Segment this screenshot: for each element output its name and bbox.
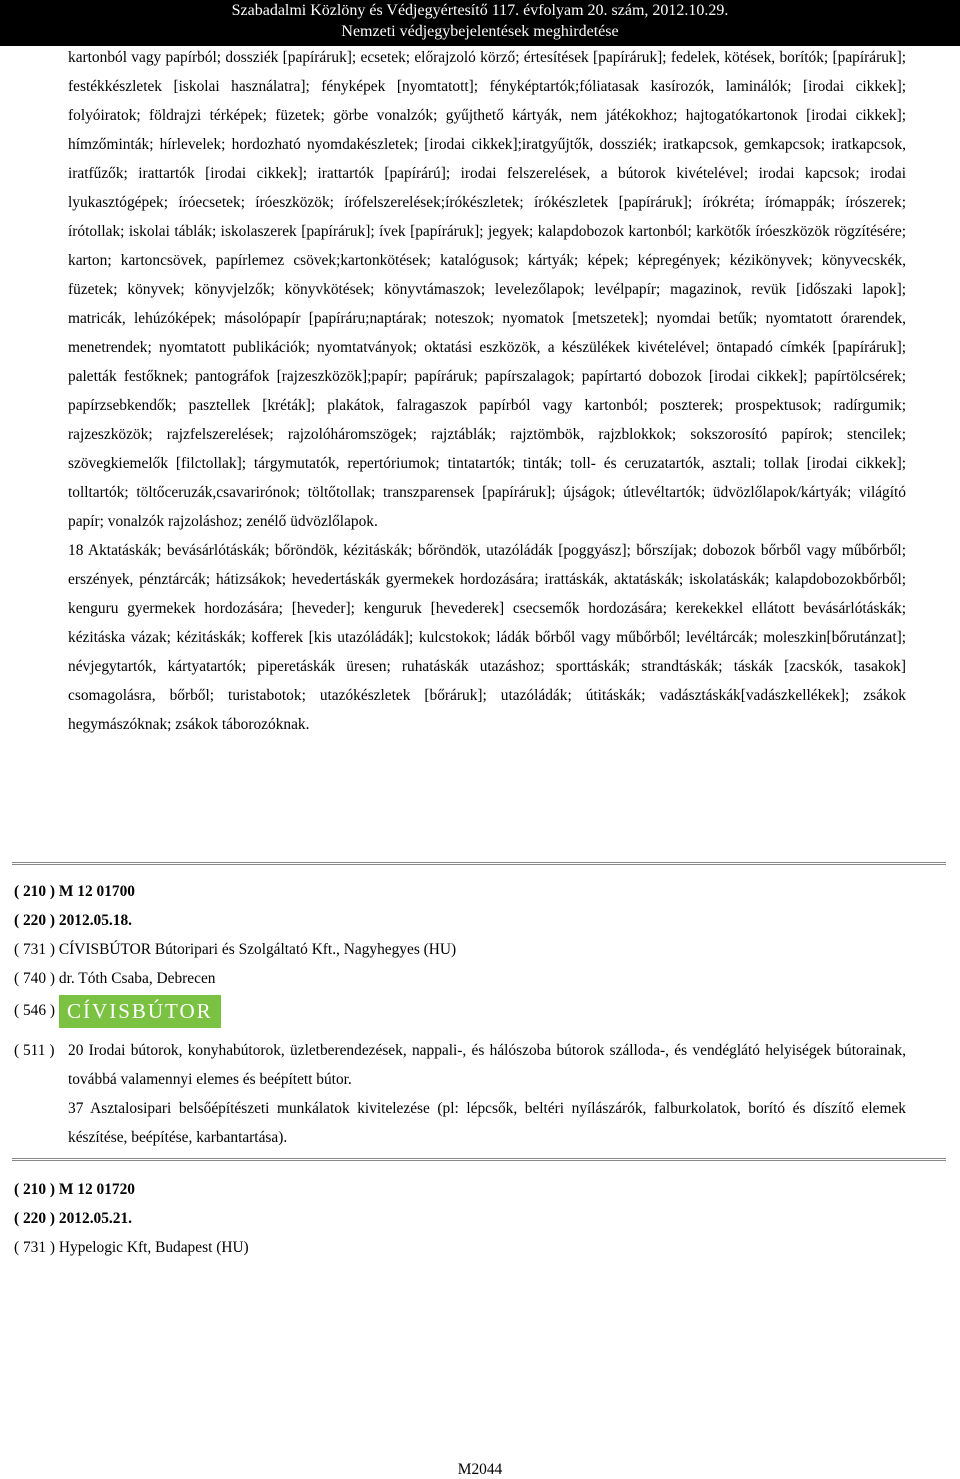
applicant-field [14, 935, 914, 964]
representative-field [14, 964, 914, 993]
application-number: M 12 01720 [58, 1181, 135, 1198]
civisbutor-logo: CÍVISBÚTOR [59, 995, 221, 1028]
field-code: ( 731 ) [14, 1239, 56, 1256]
class-18-goods: 18 Aktatáskák; bevásárlótáskák; bőröndök, kézitáskák; bőröndök, utazóládák [poggyász]; bőrszíjak; dobozok bőrből vagy műbőrből; erszények, pénztárcák; hátizsákok; hevedertáskák gyermekek hordozására; irattáskák, aktatáskák; iskolatáskák; kalapdobozokbőrből; kenguru gyermekek hordozására; [heveder]; kenguruk [hevederek] csecsemők hordozására; kerekekkel ellátott bevásárlótáskák; kézitáska vázak; kézitáskák; kofferek [kis utazóládák]; kulcstokok; ládák bőrből vagy műbőrből; levéltárcák; moleszkin[bőrutánzat]; névjegytartók, kártyatartók; piperetáskák üresen; ruhatáskák utazáshoz; sporttáskák; strandtáskák; táskák [zacskók, tasakok] csomagolásra, bőrből; turistabotok; utazókészletek [bőráruk]; utazóládák; útitáskák; vadásztáskák[vadászkellékek]; zsákok hegymászóknak; zsákok táborozóknak. [68, 542, 906, 733]
field-code: ( 740 ) [14, 970, 56, 987]
page-number: M2044 [457, 1461, 503, 1478]
application-number-field [14, 877, 914, 906]
mark-image-field [14, 993, 914, 1029]
trademark-record [14, 1175, 914, 1262]
field-code: ( 210 ) [14, 883, 56, 900]
filing-date-field [14, 906, 914, 935]
class-20-goods: 20 Irodai bútorok, konyhabútorok, üzletberendezések, nappali-, és hálószoba bútorok szálloda-, és vendéglátó helyiségek bútorainak, továbbá valamennyi elemes és beépített bútor. [68, 1042, 906, 1088]
application-number: M 12 01700 [58, 883, 135, 900]
applicant-field [14, 1233, 914, 1262]
section-title: Nemzeti védjegybejelentések meghirdetése [341, 23, 619, 40]
section-divider [12, 1158, 946, 1161]
class-list [68, 1036, 906, 1152]
journal-title: Szabadalmi Közlöny és Védjegyértesítő 117. évfolyam 20. szám, 2012.10.29. [231, 2, 729, 19]
class-37-services: 37 Asztalosipari belsőépítészeti munkálatok kivitelezése (pl: lépcsők, beltéri nyílászárók, falburkolatok, borító és díszítő elemek készítése, beépítése, karbantartása). [68, 1100, 906, 1146]
page-header [0, 0, 960, 46]
field-code: ( 220 ) [14, 1210, 56, 1227]
section-divider [12, 862, 946, 865]
field-code: ( 210 ) [14, 1181, 56, 1198]
filing-date-field [14, 1204, 914, 1233]
field-code: ( 511 ) [14, 1042, 55, 1059]
filing-date: 2012.05.18. [58, 912, 133, 929]
representative: dr. Tóth Csaba, Debrecen [58, 970, 216, 987]
applicant: CÍVISBÚTOR Bútoripari és Szolgáltató Kft., Nagyhegyes (HU) [58, 941, 457, 958]
class-16-goods: kartonból vagy papírból; dossziék [papíráruk]; ecsetek; előrajzoló körző; értesítések [papíráruk]; fedelek, kötések, borítók; [papíráruk]; festékkészletek [iskolai használatra]; fényképek [nyomtatott]; fényképtartók;fóliatasak kasírozók, laminálók; [irodai cikkek]; folyóiratok; földrajzi térképek; füzetek; görbe vonalzók; gyűjthető kártyák, nem játékokhoz; hajtogatókartonok [irodai cikkek]; hímzőminták; hírlevelek; hordozható nyomdakészletek; [irodai cikkek];iratgyűjtők, dossziék; iratkapcsok, gemkapcsok; iratkapcsok, iratfűzők; irattartók [irodai cikkek]; irattartók [papírárú]; irodai felszerelések, a bútorok kivételével; irodai kapcsok; irodai lyukasztógépek; íróecsetek; íróeszközök; írófelszerelések;írókészletek; írókészletek [papíráruk]; írókréta; írómappák; írószerek; írótollak; iskolai táblák; iskolaszerek [papíráruk]; ívek [papíráruk]; jegyek; kalapdobozok kartonból; karkötők íróeszközök rögzítésére; karton; kartoncsövek, papírlemez csövek;kartonkötések; katalógusok; kártyák; képek; képregények; kézikönyvek; könyvecskék, füzetek; könyvek; könyvjelzők; könyvkötések; könyvtámaszok; levelezőlapok; levélpapír; magazinok, revük [időszaki lapok]; matricák, lehúzóképek; másolópapír [papíráru;naptárak; noteszok; nyomatok [metszetek]; nyomdai betűk; nyomtatott órarendek, menetrendek; nyomtatott publikációk; nyomtatványok; oktatási eszközök, a készülékek kivételével; öntapadó címkék [papíráruk]; paletták festőknek; pantográfok [rajzeszközök];papír; papíráruk; papírszalagok; papírtartó dobozok [irodai cikkek]; papírtölcsérek; papírzsebkendők; pasztellek [kréták]; plakátok, falragaszok papírból vagy kartonból; poszterek; prospektusok; radírgumik; rajzeszközök; rajzfelszerelések; rajzolóháromszögek; rajztáblák; rajztömbök, rajzblokkok; sokszorosító papírok; stencilek; szövegkiemelők [filctollak]; tárgymutatók, repertóriumok; tintatartók; tinták; toll- és ceruzatartók, asztali; tollak [irodai cikkek]; tolltartók; töltőceruzák,csavarirónok; töltőtollak; transzparensek [papíráruk]; újságok; útlevéltartók; üdvözlőlapok/kártyák; világító papír; vonalzók rajzoláshoz; zenélő üdvözlőlapok. [68, 49, 906, 530]
field-code: ( 220 ) [14, 912, 56, 929]
field-code: ( 731 ) [14, 941, 56, 958]
filing-date: 2012.05.21. [58, 1210, 133, 1227]
trademark-record [14, 877, 914, 1029]
applicant: Hypelogic Kft, Budapest (HU) [58, 1239, 249, 1256]
goods-list-continuation [68, 43, 906, 739]
application-number-field [14, 1175, 914, 1204]
field-code: ( 546 ) [14, 1002, 56, 1019]
